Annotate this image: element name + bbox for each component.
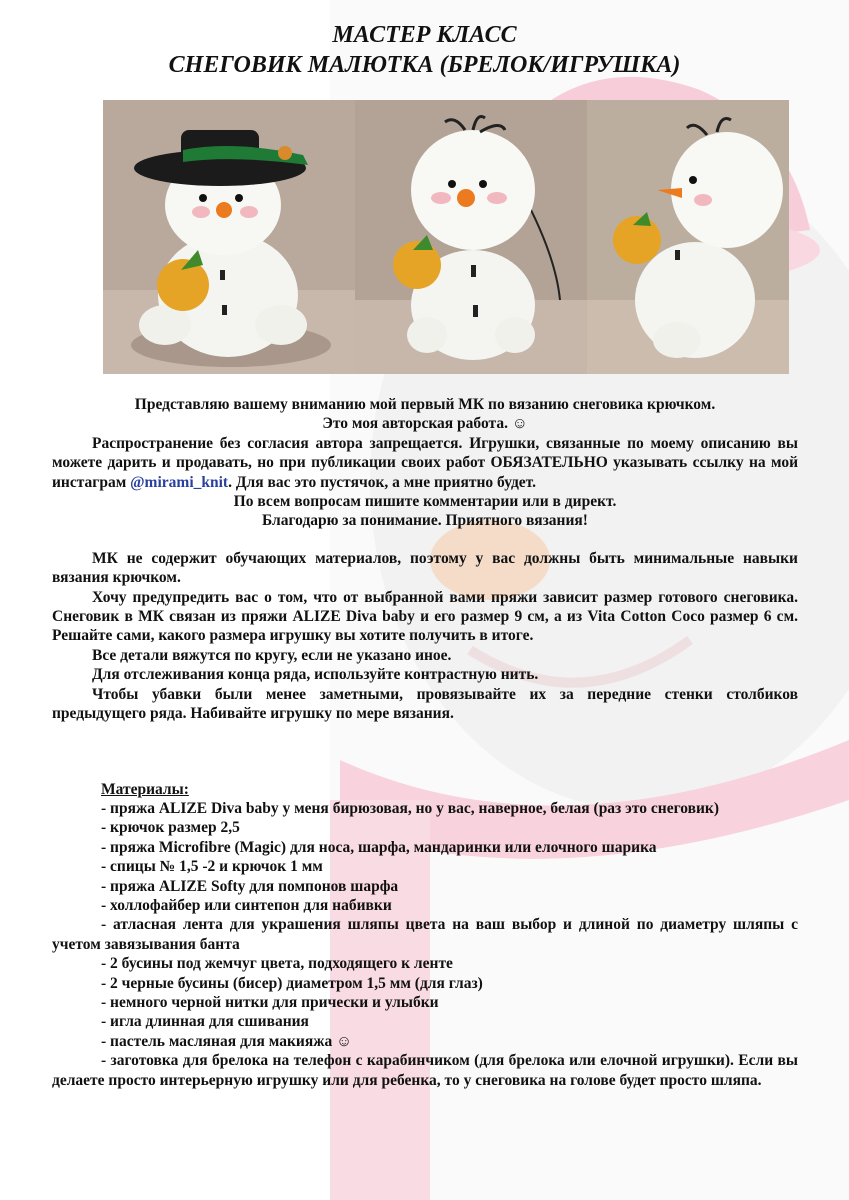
material-item: - пряжа Microfibre (Magic) для носа, шарфа, мандаринки или елочного шарика [101,838,657,856]
materials-heading: Материалы: [101,780,189,798]
intro-copyright [52,434,798,492]
snowman-side-photo [587,100,789,374]
material-item: - пастель масляная для макияжа ☺ [101,1032,352,1050]
intro-copyright-tail: . Для вас это пустячок, а мне приятно будет. [228,473,537,491]
material-item: - заготовка для брелока на телефон с карабинчиком (для брелока или елочной игрушки). Если вы делаете просто интерьерную игрушку или для ребенка, то у снеговика на голове будет просто шляпа. [52,1052,798,1089]
material-item: - пряжа ALIZE Softy для помпонов шарфа [101,877,399,895]
material-item: - немного черной нитки для прически и улыбки [101,993,439,1011]
note-paragraph: Для отслеживания конца ряда, используйте контрастную нить. [92,666,539,684]
material-item: - атласная лента для украшения шляпы цвета на ваш выбор и длиной по диаметру шляпы с учетом завязывания банта [52,916,798,953]
material-item: - крючок размер 2,5 [101,819,240,837]
material-item: - игла длинная для сшивания [101,1013,309,1031]
note-paragraph: Хочу предупредить вас о том, что от выбранной вами пряжи зависит размер готового снеговика. Снеговик в МК связан из пряжи ALIZE Diva baby и его размер 9 см, а из Vita Cotton Coco размер 6 см. Решайте сами, какого размера игрушку вы хотите получить в итоге. [52,588,798,645]
intro-copyright-text: Распространение без согласия автора запрещается. Игрушки, связанные по моему описанию вы можете дарить и продавать, но при публикации своих работ ОБЯЗАТЕЛЬНО указывать ссылку на мой инстаграм [52,434,798,491]
material-item: - спицы № 1,5 -2 и крючок 1 мм [101,858,323,876]
page-title [0,20,849,80]
photo-strip [103,100,789,374]
intro-line-2: Это моя авторская работа. ☺ [322,415,528,433]
snowman-keychain-photo [355,100,587,374]
intro-section [52,395,798,1090]
intro-line-5: Благодарю за понимание. Приятного вязания! [262,512,588,530]
material-item: - пряжа ALIZE Diva baby у меня бирюзовая, но у вас, наверное, белая (раз это снеговик) [101,799,719,817]
material-item: - 2 бусины под жемчуг цвета, подходящего к ленте [101,955,453,973]
snowman-with-hat-photo [103,100,355,374]
instagram-link[interactable]: @mirami_knit [130,473,229,491]
material-item: - 2 черные бусины (бисер) диаметром 1,5 мм (для глаз) [101,974,483,992]
title-line-2: СНЕГОВИК МАЛЮТКА (БРЕЛОК/ИГРУШКА) [168,52,681,78]
title-line-1: МАСТЕР КЛАСС [332,22,517,48]
note-paragraph: Все детали вяжутся по кругу, если не указано иное. [92,646,452,664]
intro-line-1: Представляю вашему вниманию мой первый МК по вязанию снеговика крючком. [134,396,716,413]
intro-line-4: По всем вопросам пишите комментарии или в директ. [233,493,617,511]
material-item: - холлофайбер или синтепон для набивки [101,896,392,914]
note-paragraph: Чтобы убавки были менее заметными, провязывайте их за передние стенки столбиков предыдущего ряда. Набивайте игрушку по мере вязания. [52,685,798,723]
note-paragraph: МК не содержит обучающих материалов, поэтому у вас должны быть минимальные навыки вязания крючком. [52,549,798,587]
